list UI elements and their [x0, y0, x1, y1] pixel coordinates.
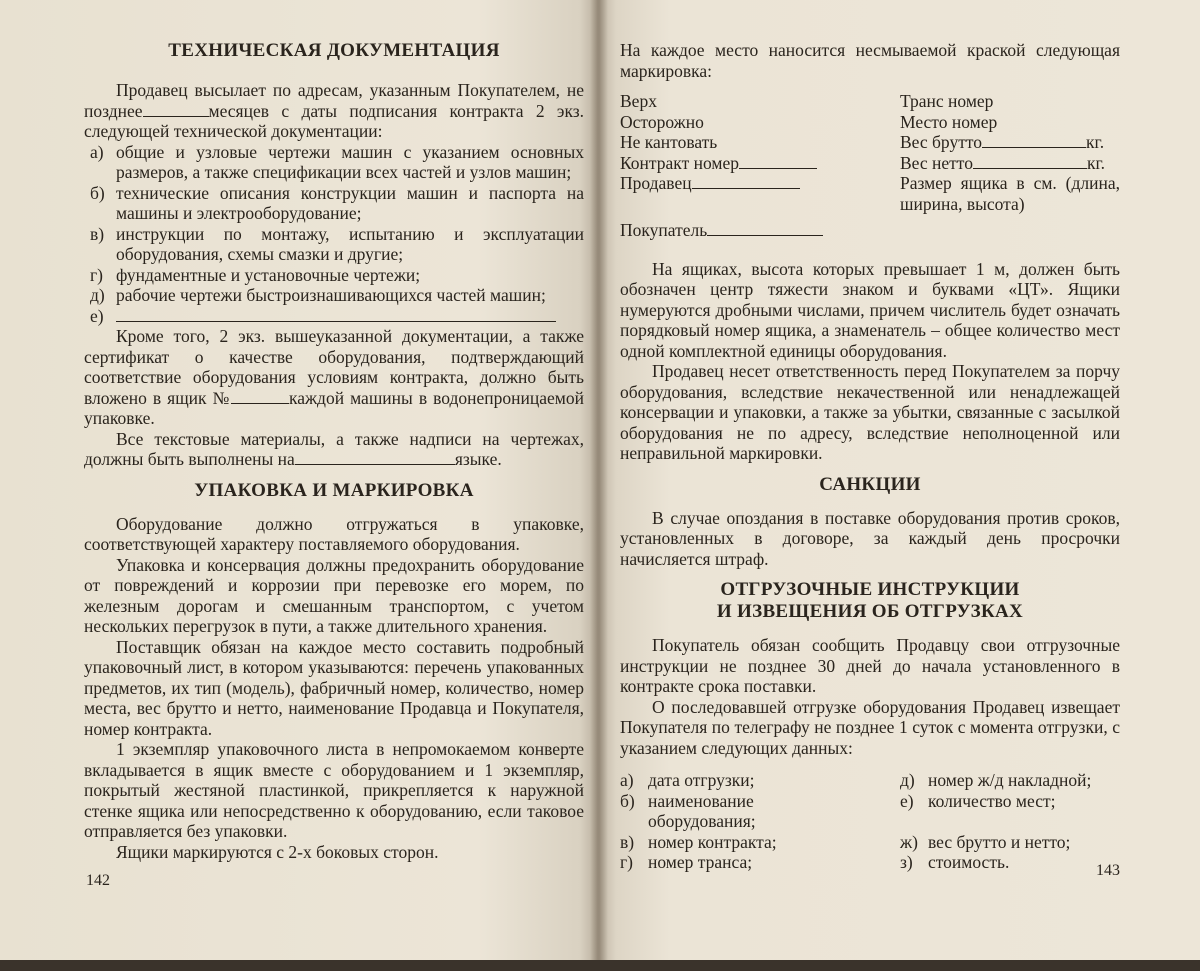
- net-weight-label: Вес нетто: [900, 152, 973, 173]
- blank-seller: [692, 174, 800, 189]
- tech-item: [90, 265, 584, 286]
- tech-item-text: инструкции по монтажу, испытанию и эксплуатации оборудования, схемы смазки и другие;: [116, 223, 584, 264]
- shipping-item: [900, 770, 1120, 791]
- shipping-item-text: номер транса;: [648, 852, 753, 872]
- shipping-item-text: наименование оборудования;: [648, 790, 756, 831]
- blank-box-number: [231, 389, 289, 404]
- tech-item-text: технические описания конструкции машин и паспорта на машины и электрооборудование;: [116, 182, 584, 223]
- tech-item-text: рабочие чертежи быстроизнашивающихся частей машин;: [116, 285, 546, 305]
- shipping-item-marker: ж): [900, 831, 918, 852]
- tech-item-marker: г): [90, 264, 104, 285]
- unit-kg: кг.: [1086, 132, 1105, 152]
- shipping-item: [900, 832, 1120, 853]
- marking-intro: На каждое место наносится несмываемой краской следующая маркировка:: [620, 40, 1120, 81]
- shipping-paragraph-1: Покупатель обязан сообщить Продавцу свои отгрузочные инструкции не позднее 30 дней до начала установленного в контракте срока поставки.: [620, 635, 1120, 696]
- heading-shipping-line-2: И ИЗВЕЩЕНИЯ ОБ ОТГРУЗКАХ: [716, 601, 1024, 622]
- marking-label: Место номер: [900, 111, 998, 132]
- shipping-data-list: [620, 770, 1120, 873]
- marking-field: [620, 173, 900, 214]
- tech-item-text: общие и узловые чертежи машин с указанием основных размеров, а также спецификации всех частей и узлов машин;: [116, 141, 584, 182]
- marking-field: [900, 132, 1120, 153]
- marking-field: [620, 153, 900, 174]
- shipping-paragraph-2: О последовавшей отгрузке оборудования Продавец извещает Покупателя по телеграфу не позднее 1 суток с момента отгрузки, с указанием следующих данных:: [620, 696, 1120, 758]
- shipping-item: [620, 791, 900, 832]
- tech-item-blank: [90, 306, 584, 327]
- right-column: [620, 40, 1120, 873]
- marking-list: [620, 91, 1120, 214]
- cert-part-2: каждой машины в водонепроницаемой упаковке.: [84, 387, 584, 428]
- packing-paragraph-4: 1 экземпляр упаковочного листа в непромокаемом конверте вкладывается в ящик вместе с оборудованием и 1 экземпляр, покрытый жестяной пластинкой, прикрепляется к наружной стенке ящика или непосредственно к оборудованию, если таковое отправляется без упаковки.: [84, 739, 584, 841]
- tech-intro-part-2: месяцев с даты подписания контракта 2 экз. следующей технической документации:: [84, 100, 584, 141]
- liability-paragraph: Продавец несет ответственность перед Покупателем за порчу оборудования, вследствие некачественной или ненадлежащей консервации и упаковки, а также за убытки, связанные с засылкой оборудования не по адресу, вследствие неполноценной или неправильной маркировки.: [620, 361, 1120, 463]
- seller-label: Продавец: [620, 173, 692, 193]
- shipping-item-marker: з): [900, 852, 913, 872]
- shipping-item: [900, 791, 1120, 832]
- heading-packing-marking: УПАКОВКА И МАРКИРОВКА: [194, 479, 474, 501]
- shipping-item-text: номер ж/д накладной;: [928, 770, 1092, 790]
- shipping-item-marker: б): [620, 790, 635, 811]
- blank-line: [116, 307, 556, 322]
- shipping-item-marker: д): [900, 770, 915, 790]
- shipping-item: [620, 770, 900, 791]
- blank-contract-number: [739, 154, 817, 169]
- packing-paragraph-3: Поставщик обязан на каждое место составить подробный упаковочный лист, в котором указываются: перечень упакованных предметов, их тип (модель), фабричный номер, количество, номер места, вес брутто и нетто, наименование Продавца и Покупателя, номер контракта.: [84, 636, 584, 739]
- gross-weight-label: Вес брутто: [900, 132, 983, 152]
- packing-paragraph-1: Оборудование должно отгружаться в упаковке, соответствующей характеру поставляемого оборудования.: [84, 513, 584, 554]
- left-column: [84, 40, 584, 862]
- blank-months: [143, 102, 209, 117]
- marking-label: Верх: [620, 91, 657, 111]
- blank-buyer: [707, 221, 823, 236]
- page-right: [598, 0, 1200, 962]
- marking-field: [900, 153, 1120, 174]
- tech-item-marker: в): [90, 223, 105, 244]
- tech-item-text: фундаментные и установочные чертежи;: [116, 264, 421, 285]
- contract-number-label: Контракт номер: [620, 152, 739, 173]
- book-bottom-edge: [0, 960, 1200, 971]
- shipping-item-text: вес брутто и нетто;: [928, 831, 1071, 852]
- shipping-item-marker: а): [620, 770, 634, 790]
- marking-label: Транс номер: [900, 91, 994, 111]
- tech-items-list: [90, 142, 584, 327]
- blank-language: [295, 450, 455, 465]
- shipping-item-text: стоимость.: [928, 852, 1010, 872]
- shipping-item: [900, 852, 1120, 873]
- heading-technical-documentation: ТЕХНИЧЕСКАЯ ДОКУМЕНТАЦИЯ: [168, 40, 500, 61]
- packing-paragraph-2: Упаковка и консервация должны предохранить оборудование от повреждений и коррозии при перевозке его морем, по железным дорогам и смешанным транспортом, с учетом нескольких перегрузок в пути, а также длительного хранения.: [84, 554, 584, 636]
- tech-intro-part-1: Продавец высылает по адресам, указанным Покупателем, не позднее: [84, 80, 584, 121]
- heading-sanctions: САНКЦИИ: [819, 473, 921, 495]
- certificate-paragraph: [84, 326, 584, 429]
- tech-item-marker: а): [90, 141, 104, 162]
- blank-net-weight: [973, 154, 1087, 169]
- sanctions-paragraph: В случае опоздания в поставке оборудования против сроков, установленных в договоре, за каждый день просрочки начисляется штраф.: [620, 507, 1120, 569]
- texts-language-paragraph: [84, 429, 584, 470]
- heading-shipping-line-1: ОТГРУЗОЧНЫЕ ИНСТРУКЦИИ: [720, 579, 1020, 600]
- cert-part-1: Кроме того, 2 экз. вышеуказанной документации, а также сертификат о качестве оборудования, подтверждающий соответствие оборудования условиям контракта, должно быть вложено в ящик №: [84, 326, 584, 408]
- shipping-item-text: дата отгрузки;: [648, 770, 755, 790]
- tech-item-marker: д): [90, 285, 105, 305]
- tech-item: [90, 285, 584, 306]
- shipping-item-marker: г): [620, 852, 634, 872]
- page-left: [0, 0, 598, 962]
- marking-label: Осторожно: [620, 111, 704, 132]
- shipping-item-marker: е): [900, 790, 914, 811]
- tech-item: [90, 183, 584, 224]
- packing-paragraph-5: Ящики маркируются с 2-х боковых сторон.: [116, 841, 439, 862]
- unit-kg: кг.: [1086, 152, 1106, 173]
- shipping-item: [620, 852, 900, 873]
- book-gutter: [590, 0, 608, 962]
- blank-gross-weight: [982, 133, 1086, 148]
- marking-label: Не кантовать: [620, 132, 718, 152]
- heading-shipping-instructions: [620, 579, 1120, 623]
- buyer-label: Покупатель: [620, 220, 708, 240]
- tech-item: [90, 142, 584, 183]
- shipping-item-text: номер контракта;: [648, 831, 777, 852]
- tech-item-marker: е): [90, 305, 104, 326]
- tech-item: [90, 224, 584, 265]
- center-of-gravity-paragraph: На ящиках, высота которых превышает 1 м, должен быть обозначен центр тяжести знаком и буквами «ЦТ». Ящики нумеруются дробными числами, причем числитель будет означать порядковый номер ящика, а знаменатель – общее количество мест одной комплектной единицы оборудования.: [620, 258, 1120, 361]
- tech-item-marker: б): [90, 182, 105, 203]
- shipping-item: [620, 832, 900, 853]
- box-size-label: Размер ящика в см. (длина, ширина, высота): [900, 173, 1120, 214]
- page-number-right: 143: [1096, 862, 1120, 879]
- texts-part-2: языке.: [454, 449, 502, 469]
- buyer-field: [620, 220, 1120, 241]
- shipping-item-marker: в): [620, 831, 635, 852]
- tech-intro-paragraph: [84, 80, 584, 142]
- texts-part-1: Все текстовые материалы, а также надписи на чертежах, должны быть выполнены на: [84, 428, 584, 469]
- shipping-item-text: количество мест;: [928, 790, 1056, 811]
- page-number-left: 142: [86, 872, 110, 889]
